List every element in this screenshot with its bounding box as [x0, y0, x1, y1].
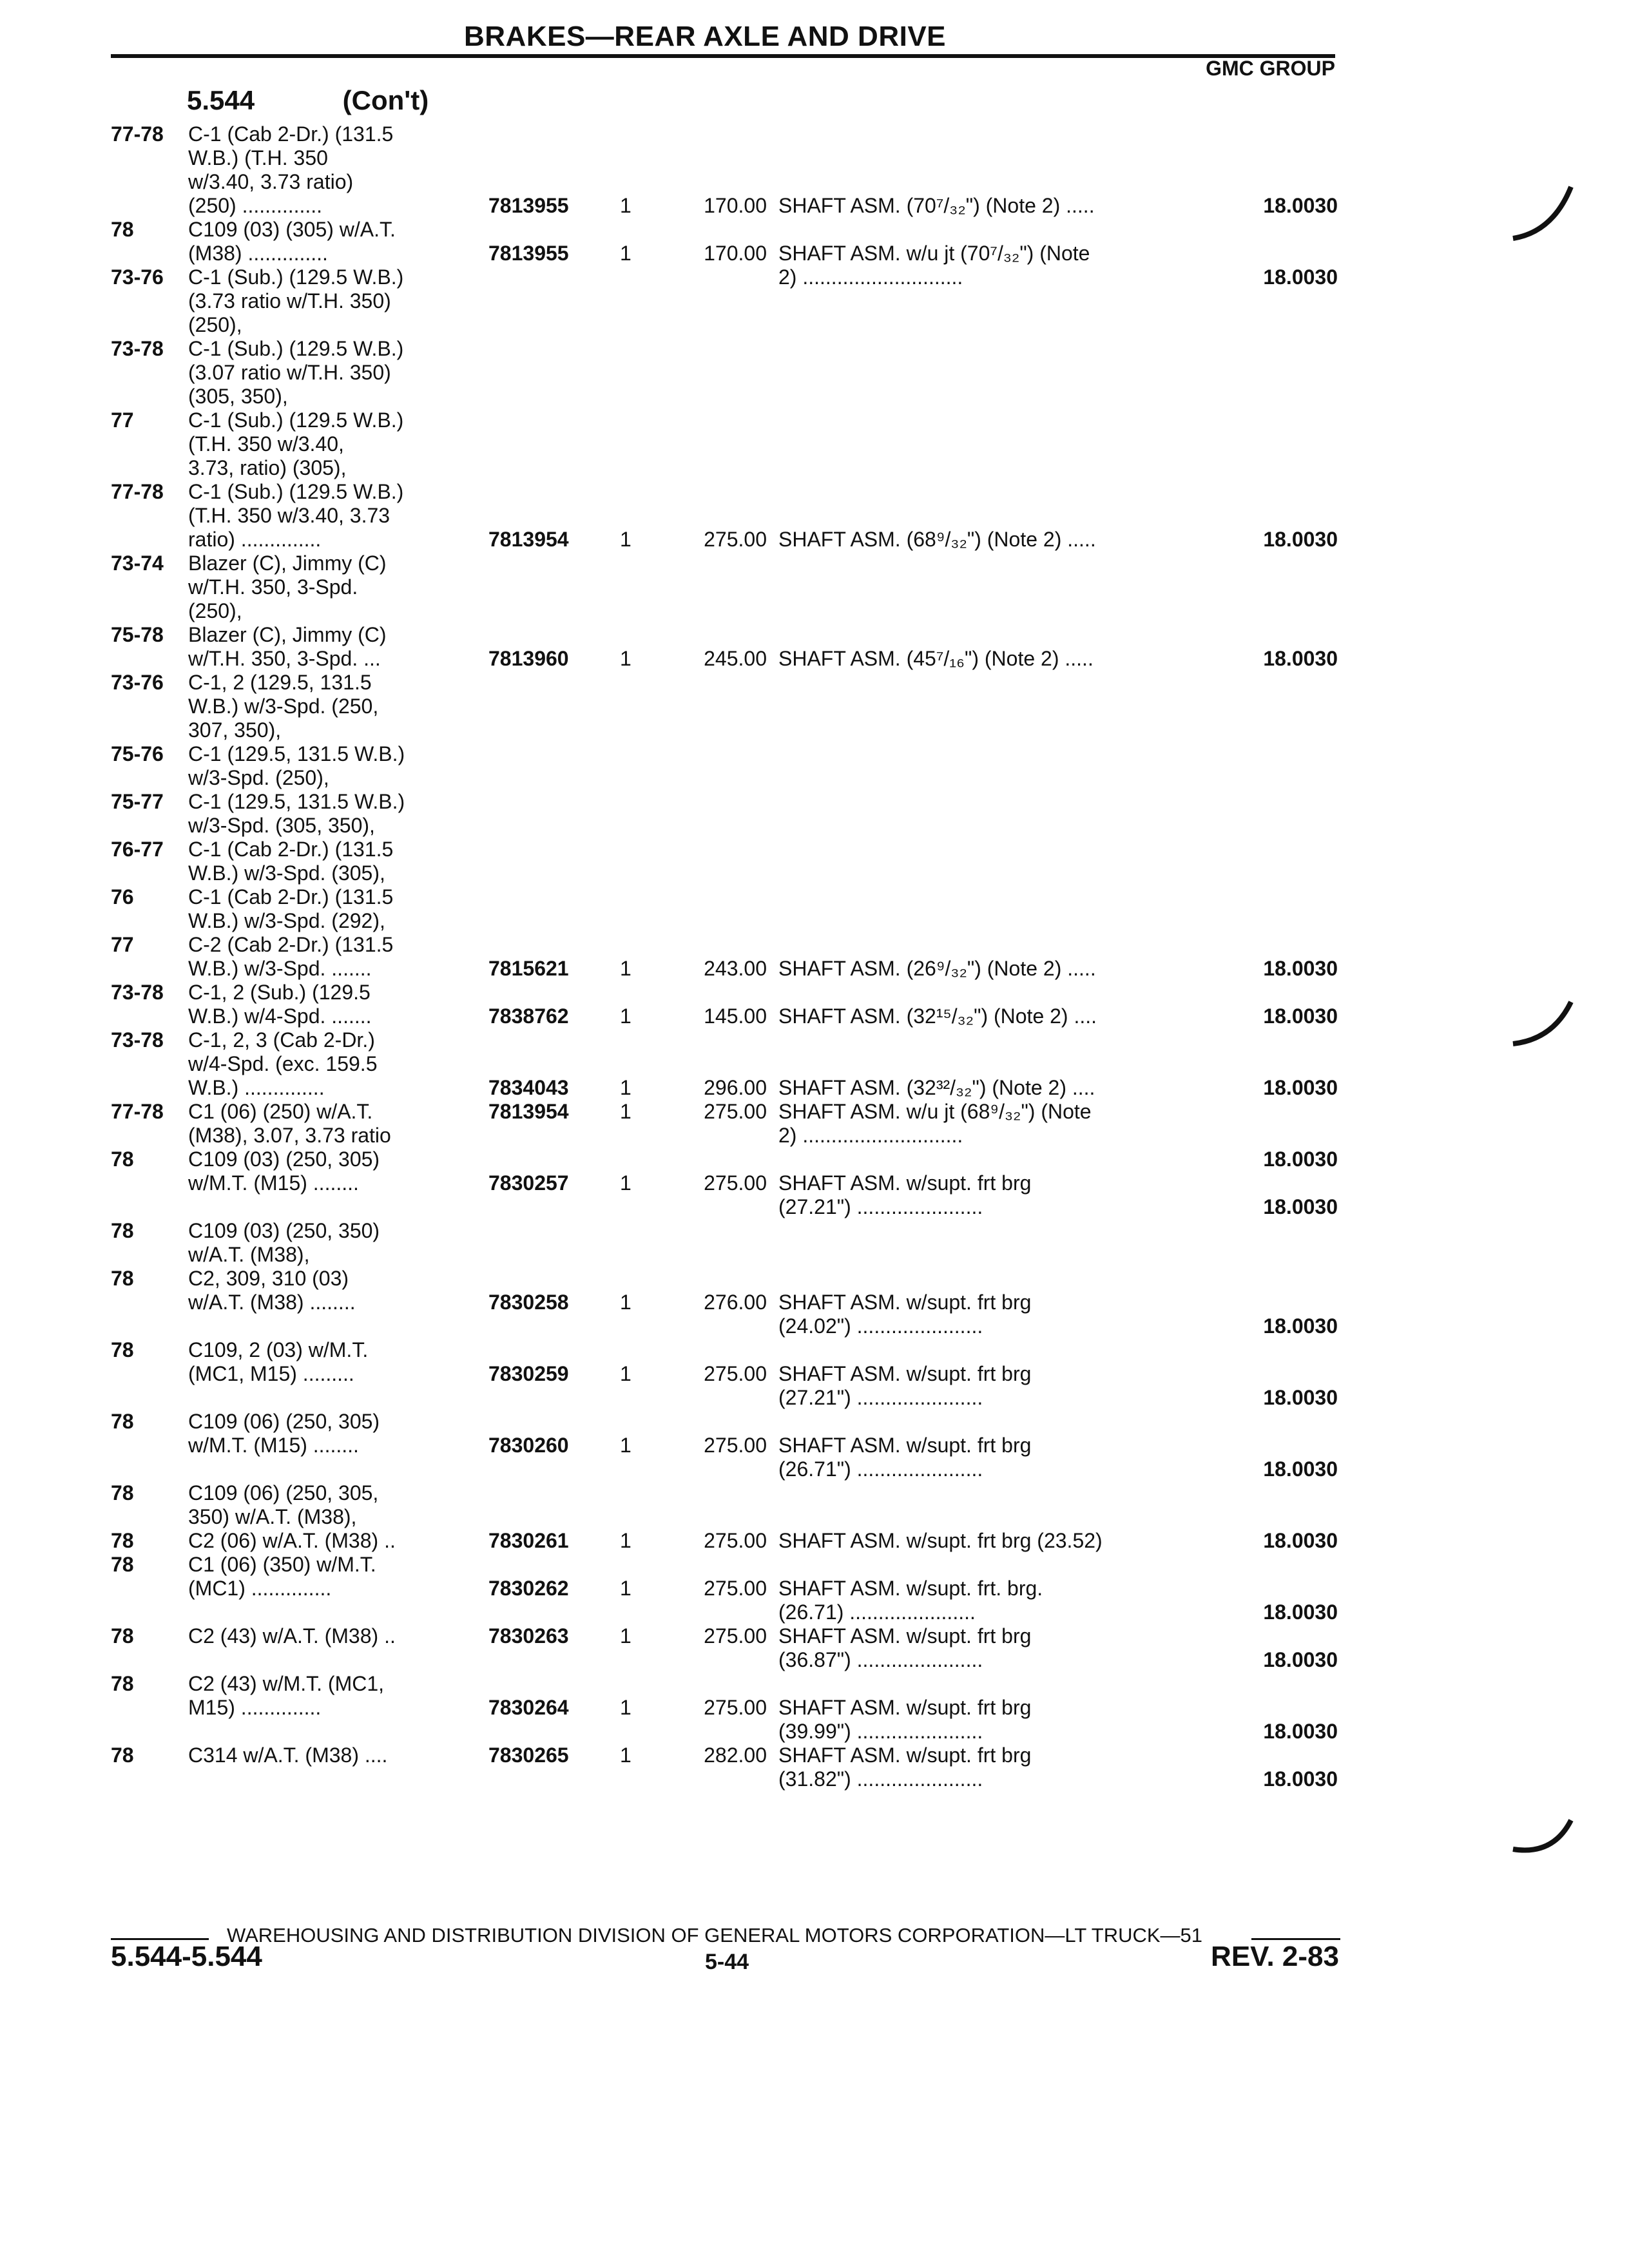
model-years: 73-78: [111, 981, 164, 1004]
group-number: 18.0030: [1263, 647, 1338, 670]
binder-mark-icon: [1508, 1804, 1579, 1875]
quantity: 1: [620, 1004, 631, 1028]
vehicle-description: C109 (03) (250, 350) w/A.T. (M38),: [188, 1219, 380, 1266]
model-years: 78: [111, 1148, 134, 1171]
part-description: SHAFT ASM. w/supt. frt brg (36.87") ......................: [778, 1624, 1032, 1671]
quantity: 1: [620, 528, 631, 551]
model-years: 76-77: [111, 838, 164, 861]
group-number: 18.0030: [1263, 1457, 1338, 1481]
part-description: SHAFT ASM. (32¹⁵/₃₂") (Note 2) ....: [778, 1004, 1097, 1028]
vehicle-description: C2 (43) w/A.T. (M38) ..: [188, 1624, 396, 1648]
group-number: 18.0030: [1263, 1148, 1338, 1171]
table-row: [0, 671, 1629, 742]
table-row: [0, 1219, 1629, 1267]
part-number: 7834043: [488, 1076, 569, 1099]
part-number: 7813955: [488, 242, 569, 265]
part-description: SHAFT ASM. w/u jt (68⁹/₃₂") (Note 2) ............................: [778, 1100, 1092, 1147]
table-row: [0, 790, 1629, 838]
table-row: [0, 1028, 1629, 1100]
model-years: 77-78: [111, 480, 164, 503]
part-description: SHAFT ASM. (26⁹/₃₂") (Note 2) .....: [778, 957, 1096, 980]
group-number: 18.0030: [1263, 1720, 1338, 1743]
page-title: BRAKES—REAR AXLE AND DRIVE: [464, 21, 947, 52]
quantity: 1: [620, 647, 631, 670]
list-price: 275.00: [704, 1624, 767, 1648]
model-years: 77-78: [111, 1100, 164, 1123]
table-row: [0, 885, 1629, 933]
model-years: 73-78: [111, 337, 164, 360]
quantity: 1: [620, 957, 631, 980]
part-description: SHAFT ASM. w/supt. frt brg (39.99") ......................: [778, 1696, 1032, 1743]
table-row: [0, 552, 1629, 623]
part-number: 7813960: [488, 647, 569, 670]
list-price: 170.00: [704, 242, 767, 265]
part-description: SHAFT ASM. w/supt. frt brg (27.21") ......................: [778, 1171, 1032, 1218]
group-label: GMC GROUP: [1206, 57, 1335, 80]
list-price: 243.00: [704, 957, 767, 980]
footer-rule-right: [1251, 1938, 1340, 1940]
group-number: 18.0030: [1263, 265, 1338, 289]
model-years: 78: [111, 1529, 134, 1552]
table-row: [0, 623, 1629, 671]
list-price: 275.00: [704, 1100, 767, 1123]
part-description: SHAFT ASM. (70⁷/₃₂") (Note 2) .....: [778, 194, 1095, 217]
list-price: 276.00: [704, 1291, 767, 1314]
list-price: 245.00: [704, 647, 767, 670]
section-heading: [187, 85, 429, 116]
quantity: 1: [620, 1696, 631, 1719]
vehicle-description: C109, 2 (03) w/M.T. (MC1, M15) .........: [188, 1338, 369, 1385]
model-years: 78: [111, 1338, 134, 1361]
part-description: SHAFT ASM. (68⁹/₃₂") (Note 2) .....: [778, 528, 1096, 551]
group-number: 18.0030: [1263, 194, 1338, 217]
vehicle-description: C-1 (Cab 2-Dr.) (131.5 W.B.) w/3-Spd. (292),: [188, 885, 394, 932]
model-years: 77-78: [111, 122, 164, 146]
table-row: [0, 1553, 1629, 1624]
part-number: 7838762: [488, 1004, 569, 1028]
vehicle-description: C109 (03) (305) w/A.T. (M38) ..............: [188, 218, 396, 265]
vehicle-description: C-2 (Cab 2-Dr.) (131.5 W.B.) w/3-Spd. .......: [188, 933, 394, 980]
table-row: [0, 1624, 1629, 1672]
quantity: 1: [620, 242, 631, 265]
table-row: [0, 742, 1629, 790]
model-years: 76: [111, 885, 134, 908]
group-number: 18.0030: [1263, 528, 1338, 551]
model-years: 78: [111, 1481, 134, 1504]
table-row: [0, 1529, 1629, 1553]
model-years: 78: [111, 1553, 134, 1576]
group-number: 18.0030: [1263, 1314, 1338, 1338]
footer-division: WAREHOUSING AND DISTRIBUTION DIVISION OF GENERAL MOTORS CORPORATION—LT TRUCK—51: [227, 1924, 1203, 1946]
model-years: 73-76: [111, 265, 164, 289]
table-row: [0, 981, 1629, 1028]
table-row: [0, 337, 1629, 408]
quantity: 1: [620, 1577, 631, 1600]
model-years: 75-77: [111, 790, 164, 813]
quantity: 1: [620, 1624, 631, 1648]
group-number: 18.0030: [1263, 1195, 1338, 1218]
vehicle-description: C-1 (Cab 2-Dr.) (131.5 W.B.) (T.H. 350 w/3.40, 3.73 ratio) (250) ..............: [188, 122, 394, 217]
list-price: 296.00: [704, 1076, 767, 1099]
quantity: 1: [620, 1529, 631, 1552]
model-years: 78: [111, 1410, 134, 1433]
vehicle-description: Blazer (C), Jimmy (C) w/T.H. 350, 3-Spd. (250),: [188, 552, 387, 622]
table-row: [0, 1148, 1629, 1219]
part-description: SHAFT ASM. (32³²/₃₂") (Note 2) ....: [778, 1076, 1095, 1099]
footer-rule-left: [111, 1938, 209, 1940]
list-price: 275.00: [704, 1434, 767, 1457]
vehicle-description: C-1 (129.5, 131.5 W.B.) w/3-Spd. (250),: [188, 742, 405, 789]
vehicle-description: C1 (06) (250) w/A.T. (M38), 3.07, 3.73 ratio: [188, 1100, 391, 1147]
binder-mark-icon: [1508, 174, 1579, 245]
part-number: 7813954: [488, 1100, 569, 1123]
vehicle-description: C-1, 2 (129.5, 131.5 W.B.) w/3-Spd. (250, 307, 350),: [188, 671, 379, 742]
part-description: SHAFT ASM. w/u jt (70⁷/₃₂") (Note 2) ............................: [778, 242, 1090, 289]
group-number: 18.0030: [1263, 1386, 1338, 1409]
part-number: 7830257: [488, 1171, 569, 1195]
part-number: 7813955: [488, 194, 569, 217]
list-price: 282.00: [704, 1744, 767, 1767]
group-number: 18.0030: [1263, 957, 1338, 980]
part-number: 7830263: [488, 1624, 569, 1648]
vehicle-description: C109 (03) (250, 305) w/M.T. (M15) ........: [188, 1148, 380, 1195]
table-row: [0, 1410, 1629, 1481]
group-number: 18.0030: [1263, 1076, 1338, 1099]
list-price: 145.00: [704, 1004, 767, 1028]
footer-revision: REV. 2-83: [1211, 1941, 1339, 1972]
vehicle-description: Blazer (C), Jimmy (C) w/T.H. 350, 3-Spd. ...: [188, 623, 387, 670]
model-years: 78: [111, 1219, 134, 1242]
vehicle-description: C-1 (Sub.) (129.5 W.B.) (3.73 ratio w/T.H. 350) (250),: [188, 265, 404, 336]
list-price: 275.00: [704, 1171, 767, 1195]
quantity: 1: [620, 1100, 631, 1123]
part-description: SHAFT ASM. (45⁷/₁₆") (Note 2) .....: [778, 647, 1094, 670]
group-number: 18.0030: [1263, 1004, 1338, 1028]
table-row: [0, 1672, 1629, 1744]
quantity: 1: [620, 1076, 631, 1099]
vehicle-description: C1 (06) (350) w/M.T. (MC1) ..............: [188, 1553, 376, 1600]
group-number: 18.0030: [1263, 1600, 1338, 1624]
model-years: 73-78: [111, 1028, 164, 1052]
table-row: [0, 1744, 1629, 1791]
vehicle-description: C2 (43) w/M.T. (MC1, M15) ..............: [188, 1672, 385, 1719]
part-number: 7830265: [488, 1744, 569, 1767]
parts-table: [0, 122, 1629, 1791]
vehicle-description: C-1, 2 (Sub.) (129.5 W.B.) w/4-Spd. .......: [188, 981, 372, 1028]
model-years: 77: [111, 933, 134, 956]
quantity: 1: [620, 1171, 631, 1195]
part-number: 7830261: [488, 1529, 569, 1552]
section-number: 5.544: [187, 85, 255, 115]
group-number: 18.0030: [1263, 1529, 1338, 1552]
list-price: 275.00: [704, 1577, 767, 1600]
model-years: 73-74: [111, 552, 164, 575]
footer-page-number: 5-44: [705, 1950, 749, 1974]
vehicle-description: C-1 (129.5, 131.5 W.B.) w/3-Spd. (305, 350),: [188, 790, 405, 837]
table-row: [0, 122, 1629, 218]
binder-mark-icon: [1508, 983, 1579, 1053]
quantity: 1: [620, 1744, 631, 1767]
vehicle-description: C-1 (Sub.) (129.5 W.B.) (3.07 ratio w/T.H. 350) (305, 350),: [188, 337, 404, 408]
model-years: 75-76: [111, 742, 164, 765]
group-number: 18.0030: [1263, 1767, 1338, 1791]
model-years: 78: [111, 1744, 134, 1767]
part-number: 7830262: [488, 1577, 569, 1600]
table-row: [0, 1267, 1629, 1338]
vehicle-description: C109 (06) (250, 305) w/M.T. (M15) ........: [188, 1410, 380, 1457]
list-price: 170.00: [704, 194, 767, 217]
vehicle-description: C-1, 2, 3 (Cab 2-Dr.) w/4-Spd. (exc. 159.5 W.B.) ..............: [188, 1028, 378, 1099]
vehicle-description: C-1 (Sub.) (129.5 W.B.) (T.H. 350 w/3.40, 3.73, ratio) (305),: [188, 408, 404, 479]
part-description: SHAFT ASM. w/supt. frt brg (27.21") ......................: [778, 1362, 1032, 1409]
part-number: 7830264: [488, 1696, 569, 1719]
table-row: [0, 838, 1629, 885]
footer-section-code: 5.544-5.544: [111, 1941, 262, 1972]
part-description: SHAFT ASM. w/supt. frt brg (23.52): [778, 1529, 1103, 1552]
model-years: 78: [111, 1267, 134, 1290]
table-row: [0, 1338, 1629, 1410]
table-row: [0, 1481, 1629, 1529]
list-price: 275.00: [704, 1362, 767, 1385]
part-number: 7830259: [488, 1362, 569, 1385]
model-years: 75-78: [111, 623, 164, 646]
list-price: 275.00: [704, 528, 767, 551]
part-number: 7815621: [488, 957, 569, 980]
part-number: 7830260: [488, 1434, 569, 1457]
table-row: [0, 480, 1629, 552]
vehicle-description: C109 (06) (250, 305, 350) w/A.T. (M38),: [188, 1481, 379, 1528]
vehicle-description: C-1 (Cab 2-Dr.) (131.5 W.B.) w/3-Spd. (305),: [188, 838, 394, 885]
model-years: 78: [111, 218, 134, 241]
group-number: 18.0030: [1263, 1648, 1338, 1671]
part-description: SHAFT ASM. w/supt. frt. brg. (26.71) ......................: [778, 1577, 1043, 1624]
quantity: 1: [620, 1362, 631, 1385]
quantity: 1: [620, 1291, 631, 1314]
section-suffix: (Con't): [342, 85, 429, 115]
model-years: 73-76: [111, 671, 164, 694]
header-rule: [111, 54, 1335, 58]
vehicle-description: C314 w/A.T. (M38) ....: [188, 1744, 388, 1767]
part-number: 7830258: [488, 1291, 569, 1314]
table-row: [0, 408, 1629, 480]
table-row: [0, 1100, 1629, 1171]
table-row: [0, 933, 1629, 981]
part-description: SHAFT ASM. w/supt. frt brg (31.82") ......................: [778, 1744, 1032, 1791]
quantity: 1: [620, 194, 631, 217]
model-years: 78: [111, 1624, 134, 1648]
table-row: [0, 265, 1629, 337]
quantity: 1: [620, 1434, 631, 1457]
model-years: 77: [111, 408, 134, 432]
list-price: 275.00: [704, 1529, 767, 1552]
part-number: 7813954: [488, 528, 569, 551]
vehicle-description: C2 (06) w/A.T. (M38) ..: [188, 1529, 396, 1552]
vehicle-description: C-1 (Sub.) (129.5 W.B.) (T.H. 350 w/3.40, 3.73 ratio) ..............: [188, 480, 404, 551]
vehicle-description: C2, 309, 310 (03) w/A.T. (M38) ........: [188, 1267, 356, 1314]
part-description: SHAFT ASM. w/supt. frt brg (24.02") ......................: [778, 1291, 1032, 1338]
list-price: 275.00: [704, 1696, 767, 1719]
part-description: SHAFT ASM. w/supt. frt brg (26.71") ......................: [778, 1434, 1032, 1481]
model-years: 78: [111, 1672, 134, 1695]
